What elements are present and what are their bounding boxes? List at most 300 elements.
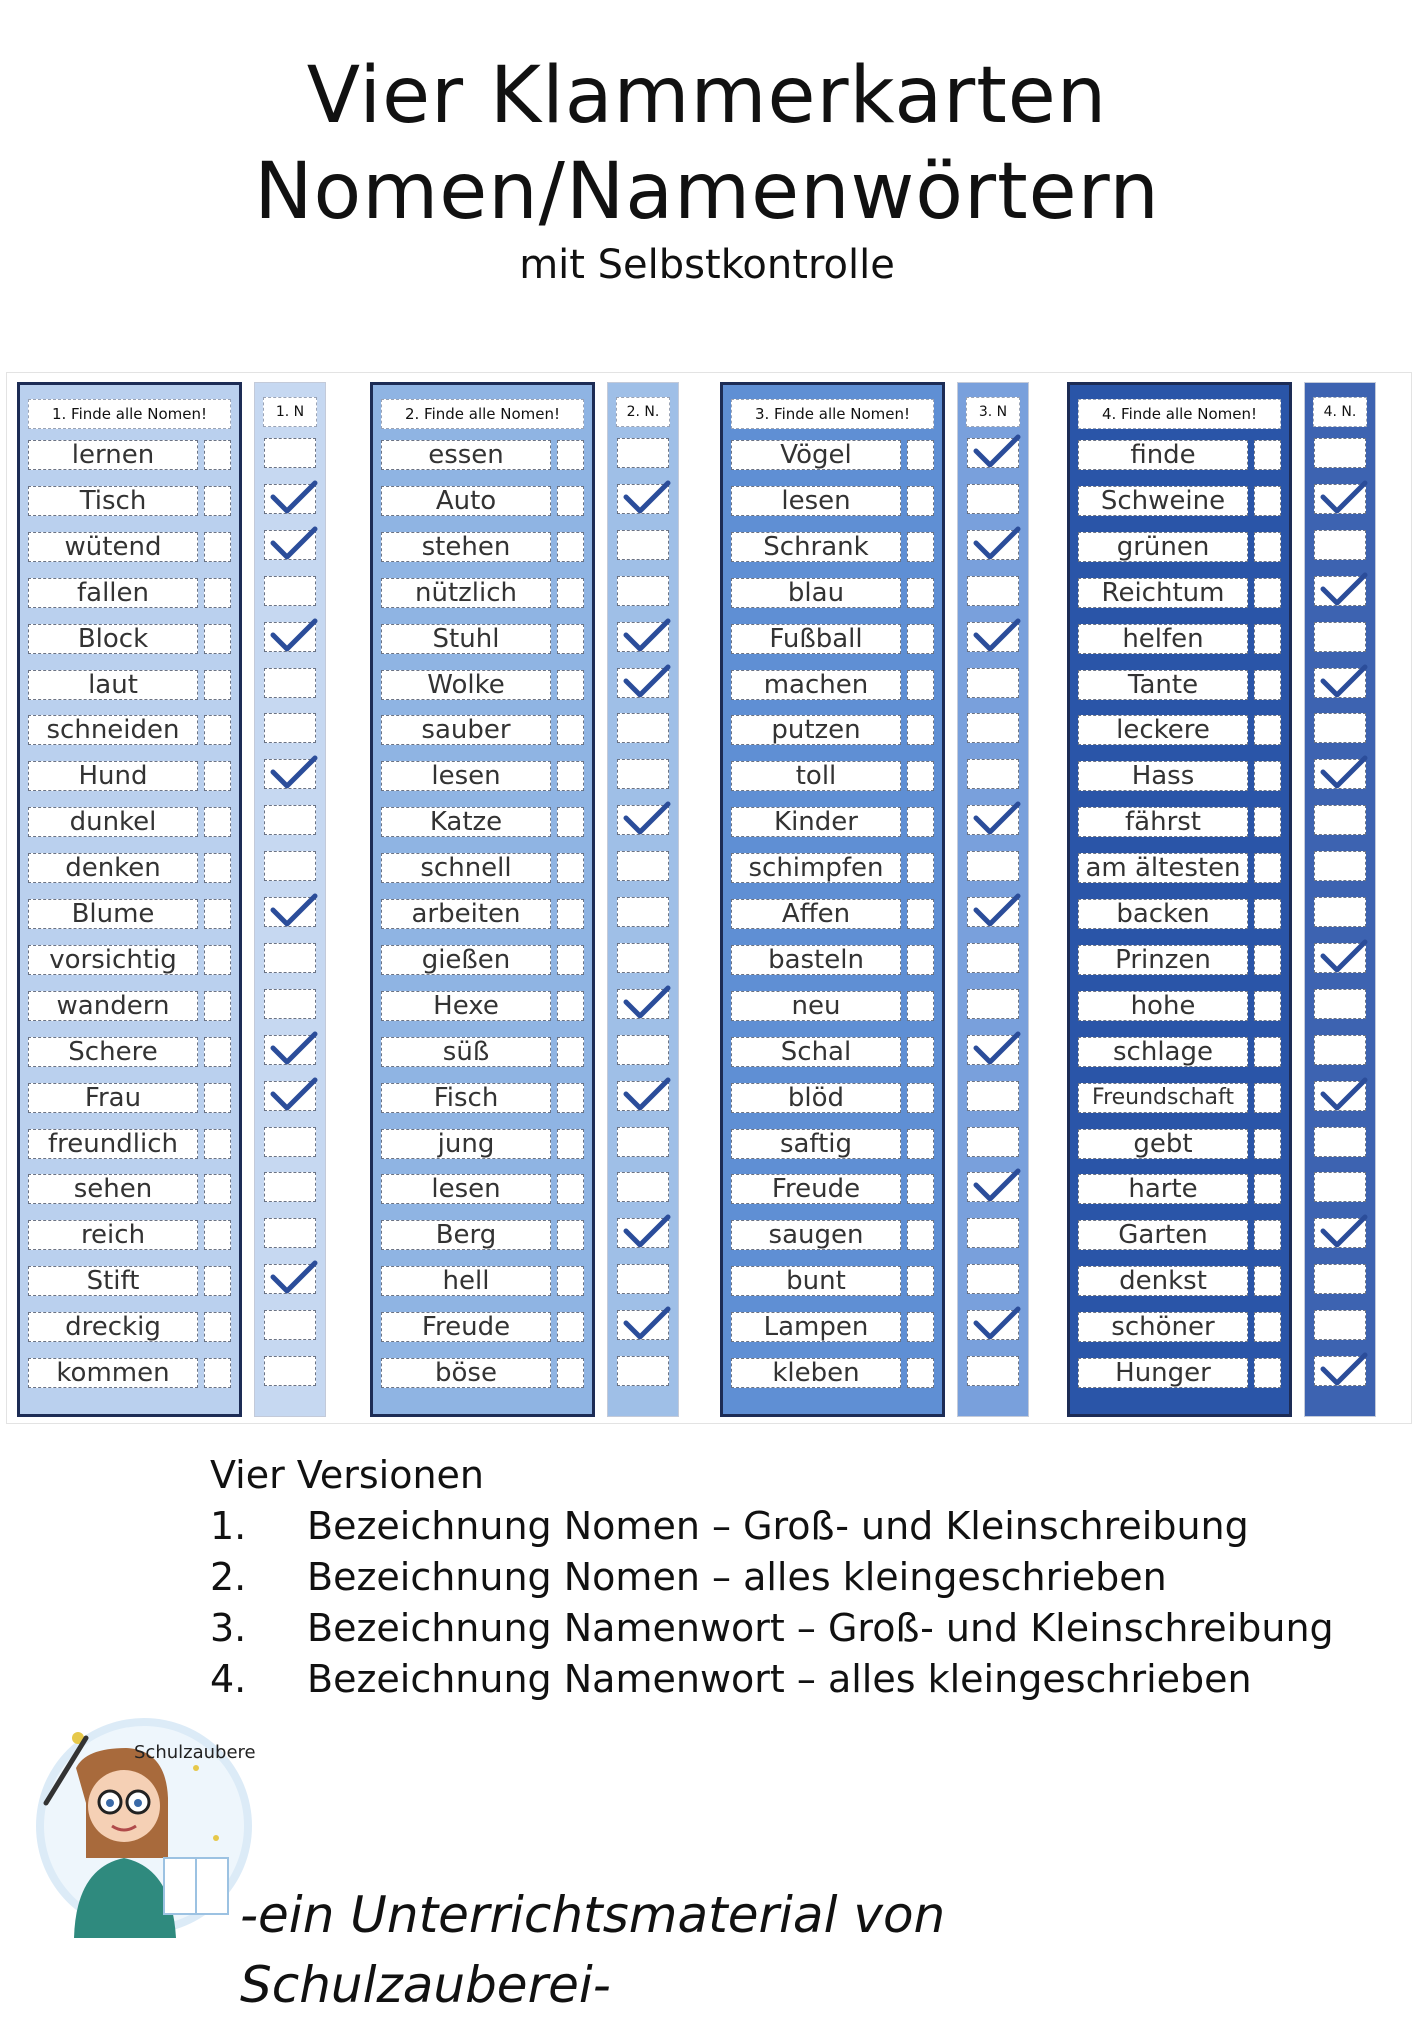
- checkmark-icon: [972, 433, 1020, 471]
- word-row: [731, 578, 934, 608]
- check-box-marked: [967, 438, 1019, 468]
- word-label: Schrank: [731, 532, 901, 562]
- word-label: Katze: [381, 807, 551, 837]
- word-row: [731, 1312, 934, 1342]
- check-box-empty: [617, 1035, 669, 1065]
- clip-box[interactable]: [557, 715, 584, 745]
- check-box-marked: [967, 1310, 1019, 1340]
- word-label: Lampen: [731, 1312, 901, 1342]
- checkmark-icon: [269, 479, 317, 517]
- clip-box[interactable]: [557, 899, 584, 929]
- word-label: blau: [731, 578, 901, 608]
- word-row: [381, 715, 584, 745]
- word-row: [731, 1358, 934, 1388]
- versions-list: [210, 1450, 1360, 1705]
- word-label: Freude: [381, 1312, 551, 1342]
- clip-box[interactable]: [557, 853, 584, 883]
- control-header: 3. N: [966, 397, 1020, 427]
- check-box-marked: [1314, 1356, 1366, 1386]
- word-row: [731, 1220, 934, 1250]
- word-row: [381, 1083, 584, 1113]
- word-label: Blume: [28, 899, 198, 929]
- word-row: [1078, 1174, 1281, 1204]
- check-box-empty: [1314, 1310, 1366, 1340]
- control-strip-4: [1304, 382, 1376, 1417]
- word-label: Auto: [381, 486, 551, 516]
- check-box-marked: [1314, 759, 1366, 789]
- check-box-empty: [264, 943, 316, 973]
- clip-box[interactable]: [204, 440, 231, 470]
- check-box-empty: [264, 851, 316, 881]
- clip-box[interactable]: [557, 1358, 584, 1388]
- page-title: [0, 48, 1414, 240]
- word-label: Reichtum: [1078, 578, 1248, 608]
- word-label: fallen: [28, 578, 198, 608]
- check-box-marked: [1314, 1218, 1366, 1248]
- check-box-marked: [264, 530, 316, 560]
- word-label: böse: [381, 1358, 551, 1388]
- check-box-marked: [1314, 668, 1366, 698]
- check-box-empty: [1314, 1127, 1366, 1157]
- clip-box[interactable]: [907, 761, 934, 791]
- word-label: Freundschaft: [1078, 1083, 1248, 1113]
- check-box-empty: [617, 759, 669, 789]
- checkmark-icon: [269, 1030, 317, 1068]
- word-row: [1078, 991, 1281, 1021]
- word-row: [28, 991, 231, 1021]
- word-row: [28, 670, 231, 700]
- word-row: [1078, 486, 1281, 516]
- clip-box[interactable]: [1254, 899, 1281, 929]
- clip-box[interactable]: [204, 1174, 231, 1204]
- check-box-empty: [617, 943, 669, 973]
- clip-box[interactable]: [1254, 486, 1281, 516]
- word-label: Prinzen: [1078, 945, 1248, 975]
- check-box-empty: [967, 668, 1019, 698]
- word-label: saugen: [731, 1220, 901, 1250]
- check-box-empty: [264, 438, 316, 468]
- word-label: Tante: [1078, 670, 1248, 700]
- clip-box[interactable]: [204, 1358, 231, 1388]
- word-row: [731, 670, 934, 700]
- word-row: [381, 991, 584, 1021]
- word-row: [28, 715, 231, 745]
- word-label: Wolke: [381, 670, 551, 700]
- word-label: neu: [731, 991, 901, 1021]
- clip-box[interactable]: [907, 670, 934, 700]
- checkmark-icon: [972, 1167, 1020, 1205]
- clip-card-3: [720, 382, 945, 1417]
- clip-box[interactable]: [907, 624, 934, 654]
- word-row: [381, 761, 584, 791]
- word-label: dreckig: [28, 1312, 198, 1342]
- clip-box[interactable]: [907, 1266, 934, 1296]
- word-label: grünen: [1078, 532, 1248, 562]
- word-label: dunkel: [28, 807, 198, 837]
- word-row: [28, 1358, 231, 1388]
- word-label: wandern: [28, 991, 198, 1021]
- word-row: [1078, 761, 1281, 791]
- check-box-empty: [617, 1356, 669, 1386]
- clip-box[interactable]: [204, 715, 231, 745]
- clip-box[interactable]: [907, 899, 934, 929]
- check-box-empty: [617, 1264, 669, 1294]
- check-box-empty: [617, 438, 669, 468]
- clip-box[interactable]: [204, 991, 231, 1021]
- word-row: [731, 532, 934, 562]
- control-header: 1. N: [263, 397, 317, 427]
- clip-box[interactable]: [907, 1037, 934, 1067]
- clip-box[interactable]: [204, 761, 231, 791]
- word-label: Block: [28, 624, 198, 654]
- word-row: [1078, 670, 1281, 700]
- word-label: helfen: [1078, 624, 1248, 654]
- word-row: [1078, 899, 1281, 929]
- word-row: [381, 578, 584, 608]
- word-row: [381, 1358, 584, 1388]
- word-row: [731, 1174, 934, 1204]
- clip-box[interactable]: [907, 1129, 934, 1159]
- check-box-empty: [967, 1264, 1019, 1294]
- clip-box[interactable]: [907, 1220, 934, 1250]
- checkmark-icon: [972, 800, 1020, 838]
- checkmark-icon: [972, 1305, 1020, 1343]
- clip-box[interactable]: [1254, 807, 1281, 837]
- word-label: Hund: [28, 761, 198, 791]
- word-row: [28, 486, 231, 516]
- word-row: [381, 807, 584, 837]
- clip-box[interactable]: [1254, 1129, 1281, 1159]
- clip-box[interactable]: [557, 1220, 584, 1250]
- checkmark-icon: [269, 892, 317, 930]
- version-number: 1.: [210, 1504, 247, 1548]
- word-label: lernen: [28, 440, 198, 470]
- check-box-marked: [1314, 943, 1366, 973]
- clip-box[interactable]: [907, 853, 934, 883]
- word-row: [731, 440, 934, 470]
- clip-box[interactable]: [907, 1174, 934, 1204]
- check-box-empty: [967, 576, 1019, 606]
- word-label: gebt: [1078, 1129, 1248, 1159]
- check-box-marked: [617, 484, 669, 514]
- clip-box[interactable]: [557, 1037, 584, 1067]
- clip-box[interactable]: [907, 991, 934, 1021]
- word-row: [731, 624, 934, 654]
- checkmark-icon: [972, 1030, 1020, 1068]
- word-label: saftig: [731, 1129, 901, 1159]
- check-box-marked: [264, 1264, 316, 1294]
- clip-box[interactable]: [204, 1083, 231, 1113]
- word-row: [381, 945, 584, 975]
- word-label: Schere: [28, 1037, 198, 1067]
- check-box-empty: [617, 576, 669, 606]
- word-label: finde: [1078, 440, 1248, 470]
- clip-box[interactable]: [204, 899, 231, 929]
- control-header: 4. N.: [1313, 397, 1367, 427]
- word-label: Freude: [731, 1174, 901, 1204]
- check-box-empty: [264, 1172, 316, 1202]
- word-row: [731, 1266, 934, 1296]
- clip-box[interactable]: [907, 1083, 934, 1113]
- word-row: [28, 853, 231, 883]
- word-label: lesen: [381, 761, 551, 791]
- clip-box[interactable]: [1254, 945, 1281, 975]
- word-row: [1078, 1312, 1281, 1342]
- word-label: sauber: [381, 715, 551, 745]
- word-label: schimpfen: [731, 853, 901, 883]
- title-line-1: Vier Klammerkarten: [306, 51, 1108, 141]
- checkmark-icon: [1319, 1076, 1367, 1114]
- clip-box[interactable]: [204, 532, 231, 562]
- word-label: laut: [28, 670, 198, 700]
- word-label: jung: [381, 1129, 551, 1159]
- clip-box[interactable]: [204, 624, 231, 654]
- clip-box[interactable]: [204, 807, 231, 837]
- word-row: [381, 440, 584, 470]
- word-label: Frau: [28, 1083, 198, 1113]
- word-row: [731, 991, 934, 1021]
- check-box-marked: [264, 484, 316, 514]
- check-box-empty: [967, 989, 1019, 1019]
- clip-box[interactable]: [1254, 991, 1281, 1021]
- checkmark-icon: [622, 1213, 670, 1251]
- clip-box[interactable]: [557, 945, 584, 975]
- check-box-empty: [1314, 1264, 1366, 1294]
- word-row: [28, 440, 231, 470]
- clip-card-2: [370, 382, 595, 1417]
- clip-box[interactable]: [1254, 1083, 1281, 1113]
- clip-box[interactable]: [204, 670, 231, 700]
- word-label: Hass: [1078, 761, 1248, 791]
- word-label: Schal: [731, 1037, 901, 1067]
- word-label: denkst: [1078, 1266, 1248, 1296]
- check-box-empty: [264, 989, 316, 1019]
- clip-box[interactable]: [1254, 670, 1281, 700]
- word-label: reich: [28, 1220, 198, 1250]
- word-label: Fisch: [381, 1083, 551, 1113]
- schulzauberei-logo: [16, 1708, 256, 1948]
- check-box-empty: [1314, 1172, 1366, 1202]
- check-box-empty: [264, 576, 316, 606]
- footer-credit: -ein Unterrichtsmaterial von Schulzauberei-: [240, 1886, 946, 2014]
- check-box-empty: [1314, 851, 1366, 881]
- clip-box[interactable]: [204, 945, 231, 975]
- clip-box[interactable]: [1254, 761, 1281, 791]
- card-header: 2. Finde alle Nomen!: [381, 399, 584, 429]
- clip-box[interactable]: [557, 1174, 584, 1204]
- check-box-empty: [264, 805, 316, 835]
- clip-box[interactable]: [907, 440, 934, 470]
- word-label: am ältesten: [1078, 853, 1248, 883]
- clip-box[interactable]: [907, 1358, 934, 1388]
- clip-box[interactable]: [1254, 578, 1281, 608]
- clip-box[interactable]: [557, 624, 584, 654]
- check-box-marked: [967, 805, 1019, 835]
- check-box-marked: [264, 759, 316, 789]
- word-label: toll: [731, 761, 901, 791]
- word-label: schnell: [381, 853, 551, 883]
- check-box-empty: [967, 713, 1019, 743]
- clip-box[interactable]: [1254, 1312, 1281, 1342]
- clip-box[interactable]: [907, 486, 934, 516]
- check-box-empty: [264, 1218, 316, 1248]
- check-box-empty: [617, 851, 669, 881]
- word-row: [731, 1037, 934, 1067]
- checkmark-icon: [1319, 571, 1367, 609]
- word-row: [28, 899, 231, 929]
- checkmark-icon: [1319, 663, 1367, 701]
- card-header: 1. Finde alle Nomen!: [28, 399, 231, 429]
- version-number: 2.: [210, 1555, 247, 1599]
- clip-box[interactable]: [204, 578, 231, 608]
- word-row: [1078, 945, 1281, 975]
- clip-box[interactable]: [557, 761, 584, 791]
- clip-box[interactable]: [204, 853, 231, 883]
- word-label: blöd: [731, 1083, 901, 1113]
- check-box-marked: [264, 1081, 316, 1111]
- word-row: [1078, 1220, 1281, 1250]
- clip-box[interactable]: [204, 1037, 231, 1067]
- clip-box[interactable]: [907, 1312, 934, 1342]
- clip-card-1: [17, 382, 242, 1417]
- word-label: Fußball: [731, 624, 901, 654]
- check-box-marked: [264, 622, 316, 652]
- clip-card-4: [1067, 382, 1292, 1417]
- word-row: [28, 807, 231, 837]
- check-box-marked: [264, 897, 316, 927]
- word-label: lesen: [381, 1174, 551, 1204]
- word-row: [1078, 1083, 1281, 1113]
- card-header: 4. Finde alle Nomen!: [1078, 399, 1281, 429]
- version-item: [210, 1603, 1360, 1654]
- card-preview: [6, 372, 1412, 1424]
- check-box-marked: [1314, 1081, 1366, 1111]
- clip-box[interactable]: [204, 1266, 231, 1296]
- word-row: [381, 1266, 584, 1296]
- check-box-empty: [617, 530, 669, 560]
- control-header: 2. N.: [616, 397, 670, 427]
- word-label: schlage: [1078, 1037, 1248, 1067]
- word-row: [381, 624, 584, 654]
- clip-box[interactable]: [204, 1220, 231, 1250]
- clip-box[interactable]: [557, 1129, 584, 1159]
- word-label: schöner: [1078, 1312, 1248, 1342]
- checkmark-icon: [1319, 479, 1367, 517]
- word-row: [1078, 532, 1281, 562]
- clip-box[interactable]: [1254, 1266, 1281, 1296]
- check-box-empty: [1314, 713, 1366, 743]
- clip-box[interactable]: [204, 486, 231, 516]
- clip-box[interactable]: [557, 578, 584, 608]
- word-row: [731, 1129, 934, 1159]
- check-box-empty: [1314, 989, 1366, 1019]
- page-subtitle: mit Selbstkontrolle: [519, 242, 895, 288]
- clip-box[interactable]: [907, 578, 934, 608]
- clip-box[interactable]: [204, 1129, 231, 1159]
- word-label: Schweine: [1078, 486, 1248, 516]
- word-label: freundlich: [28, 1129, 198, 1159]
- clip-box[interactable]: [1254, 1174, 1281, 1204]
- clip-box[interactable]: [204, 1312, 231, 1342]
- clip-box[interactable]: [1254, 1037, 1281, 1067]
- checkmark-icon: [622, 479, 670, 517]
- clip-box[interactable]: [557, 1266, 584, 1296]
- clip-box[interactable]: [557, 991, 584, 1021]
- check-box-marked: [967, 1172, 1019, 1202]
- clip-box[interactable]: [907, 532, 934, 562]
- clip-box[interactable]: [557, 807, 584, 837]
- card-header: 3. Finde alle Nomen!: [731, 399, 934, 429]
- check-box-empty: [967, 851, 1019, 881]
- word-row: [381, 1220, 584, 1250]
- version-number: 3.: [210, 1606, 247, 1650]
- clip-box[interactable]: [1254, 715, 1281, 745]
- clip-box[interactable]: [1254, 624, 1281, 654]
- clip-box[interactable]: [907, 945, 934, 975]
- check-box-empty: [264, 713, 316, 743]
- word-label: hohe: [1078, 991, 1248, 1021]
- clip-box[interactable]: [1254, 1220, 1281, 1250]
- clip-box[interactable]: [557, 670, 584, 700]
- clip-box[interactable]: [1254, 853, 1281, 883]
- clip-box[interactable]: [557, 532, 584, 562]
- clip-box[interactable]: [907, 807, 934, 837]
- word-row: [381, 899, 584, 929]
- word-label: süß: [381, 1037, 551, 1067]
- word-row: [731, 486, 934, 516]
- check-box-marked: [967, 530, 1019, 560]
- word-row: [28, 1312, 231, 1342]
- clip-box[interactable]: [557, 486, 584, 516]
- check-box-empty: [967, 1356, 1019, 1386]
- control-strip-1: [254, 382, 326, 1417]
- version-number: 4.: [210, 1657, 247, 1701]
- clip-box[interactable]: [1254, 532, 1281, 562]
- checkmark-icon: [269, 754, 317, 792]
- clip-box[interactable]: [1254, 1358, 1281, 1388]
- word-label: Stift: [28, 1266, 198, 1296]
- word-label: hell: [381, 1266, 551, 1296]
- checkmark-icon: [972, 617, 1020, 655]
- version-text: Bezeichnung Namenwort – Groß- und Kleinschreibung: [307, 1606, 1334, 1650]
- checkmark-icon: [972, 892, 1020, 930]
- word-row: [28, 624, 231, 654]
- check-box-empty: [967, 1081, 1019, 1111]
- clip-box[interactable]: [1254, 440, 1281, 470]
- word-row: [1078, 440, 1281, 470]
- check-box-empty: [1314, 622, 1366, 652]
- version-text: Bezeichnung Nomen – alles kleingeschrieben: [307, 1555, 1167, 1599]
- title-line-2: Nomen/Namenwörtern: [254, 147, 1160, 237]
- word-label: schneiden: [28, 715, 198, 745]
- clip-box[interactable]: [557, 1083, 584, 1113]
- word-row: [1078, 715, 1281, 745]
- check-box-marked: [967, 622, 1019, 652]
- checkmark-icon: [972, 525, 1020, 563]
- clip-box[interactable]: [557, 440, 584, 470]
- check-box-marked: [617, 622, 669, 652]
- word-row: [28, 1266, 231, 1296]
- versions-title: Vier Versionen: [210, 1453, 484, 1497]
- word-row: [381, 1037, 584, 1067]
- check-box-empty: [967, 484, 1019, 514]
- word-label: nützlich: [381, 578, 551, 608]
- word-label: Affen: [731, 899, 901, 929]
- clip-box[interactable]: [557, 1312, 584, 1342]
- clip-box[interactable]: [907, 715, 934, 745]
- word-label: stehen: [381, 532, 551, 562]
- word-label: machen: [731, 670, 901, 700]
